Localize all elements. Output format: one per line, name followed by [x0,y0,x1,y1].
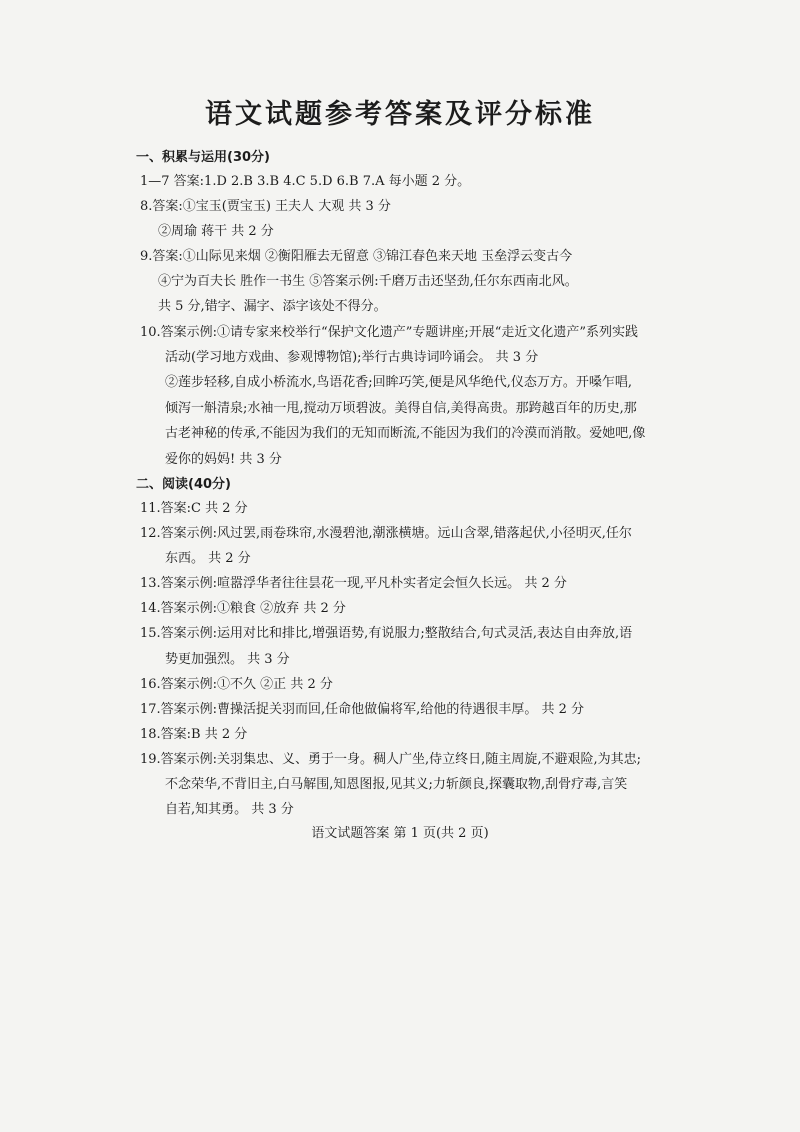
answer-line: ②莲步轻移,自成小桥流水,鸟语花香;回眸巧笑,便是风华绝代,仪态万方。开嗓乍唱, [165,375,633,390]
answer-line: 16.答案示例:①不久 ②正 共 2 分 [140,677,333,692]
answer-line: 活动(学习地方戏曲、参观博物馆);举行古典诗词吟诵会。 共 3 分 [165,350,539,365]
answer-line: 12.答案示例:风过罢,雨卷珠帘,水漫碧池,潮涨横塘。远山含翠,错落起伏,小径明灭,任尔 [140,526,632,541]
answer-line: 东西。 共 2 分 [165,551,251,566]
answer-line: 1—7 答案:1.D 2.B 3.B 4.C 5.D 6.B 7.A 每小题 2 分。 [140,174,471,189]
answer-line: 17.答案示例:曹操活捉关羽而回,任命他做偏将军,给他的待遇很丰厚。 共 2 分 [140,702,584,717]
answer-line: 13.答案示例:喧嚣浮华者往往昙花一现,平凡朴实者定会恒久长远。 共 2 分 [140,576,567,591]
answer-line: 9.答案:①山际见来烟 ②衡阳雁去无留意 ③锦江春色来天地 玉垒浮云变古今 [140,249,573,264]
section-heading: 二、阅读(40分) [136,477,231,492]
section-heading: 一、积累与运用(30分) [136,150,270,165]
answer-line: ②周瑜 蒋干 共 2 分 [158,224,274,239]
answer-line: 14.答案示例:①粮食 ②放弃 共 2 分 [140,601,346,616]
answer-line: 势更加强烈。 共 3 分 [165,652,290,667]
answer-line: 共 5 分,错字、漏字、添字该处不得分。 [158,299,387,314]
answer-line: 倾泻一斛清泉;水袖一甩,搅动万顷碧波。美得自信,美得高贵。那跨越百年的历史,那 [165,401,637,416]
answer-line: ④宁为百夫长 胜作一书生 ⑤答案示例:千磨万击还坚劲,任尔东西南北风。 [158,274,578,289]
answer-line: 15.答案示例:运用对比和排比,增强语势,有说服力;整散结合,句式灵活,表达自由奔放,语 [140,626,633,641]
page-title: 语文试题参考答案及评分标准 [205,99,595,130]
page-footer: 语文试题答案 第 1 页(共 2 页) [311,826,489,841]
answer-line: 10.答案示例:①请专家来校举行“保护文化遗产”专题讲座;开展“走近文化遗产”系列实践 [140,325,639,340]
answer-line: 古老神秘的传承,不能因为我们的无知而断流,不能因为我们的冷漠而消散。爱她吧,像 [165,426,646,441]
answer-line: 11.答案:C 共 2 分 [140,501,248,516]
answer-line: 8.答案:①宝玉(贾宝玉) 王夫人 大观 共 3 分 [140,199,391,214]
answer-line: 爱你的妈妈! 共 3 分 [165,452,282,467]
answer-line: 不念荣华,不背旧主,白马解围,知恩图报,见其义;力斩颜良,探囊取物,刮骨疗毒,言笑 [165,777,628,792]
answer-line: 19.答案示例:关羽集忠、义、勇于一身。稠人广坐,侍立终日,随主周旋,不避艰险,为其忠; [140,752,641,767]
answer-line: 自若,知其勇。 共 3 分 [165,802,294,817]
answer-line: 18.答案:B 共 2 分 [140,727,248,742]
